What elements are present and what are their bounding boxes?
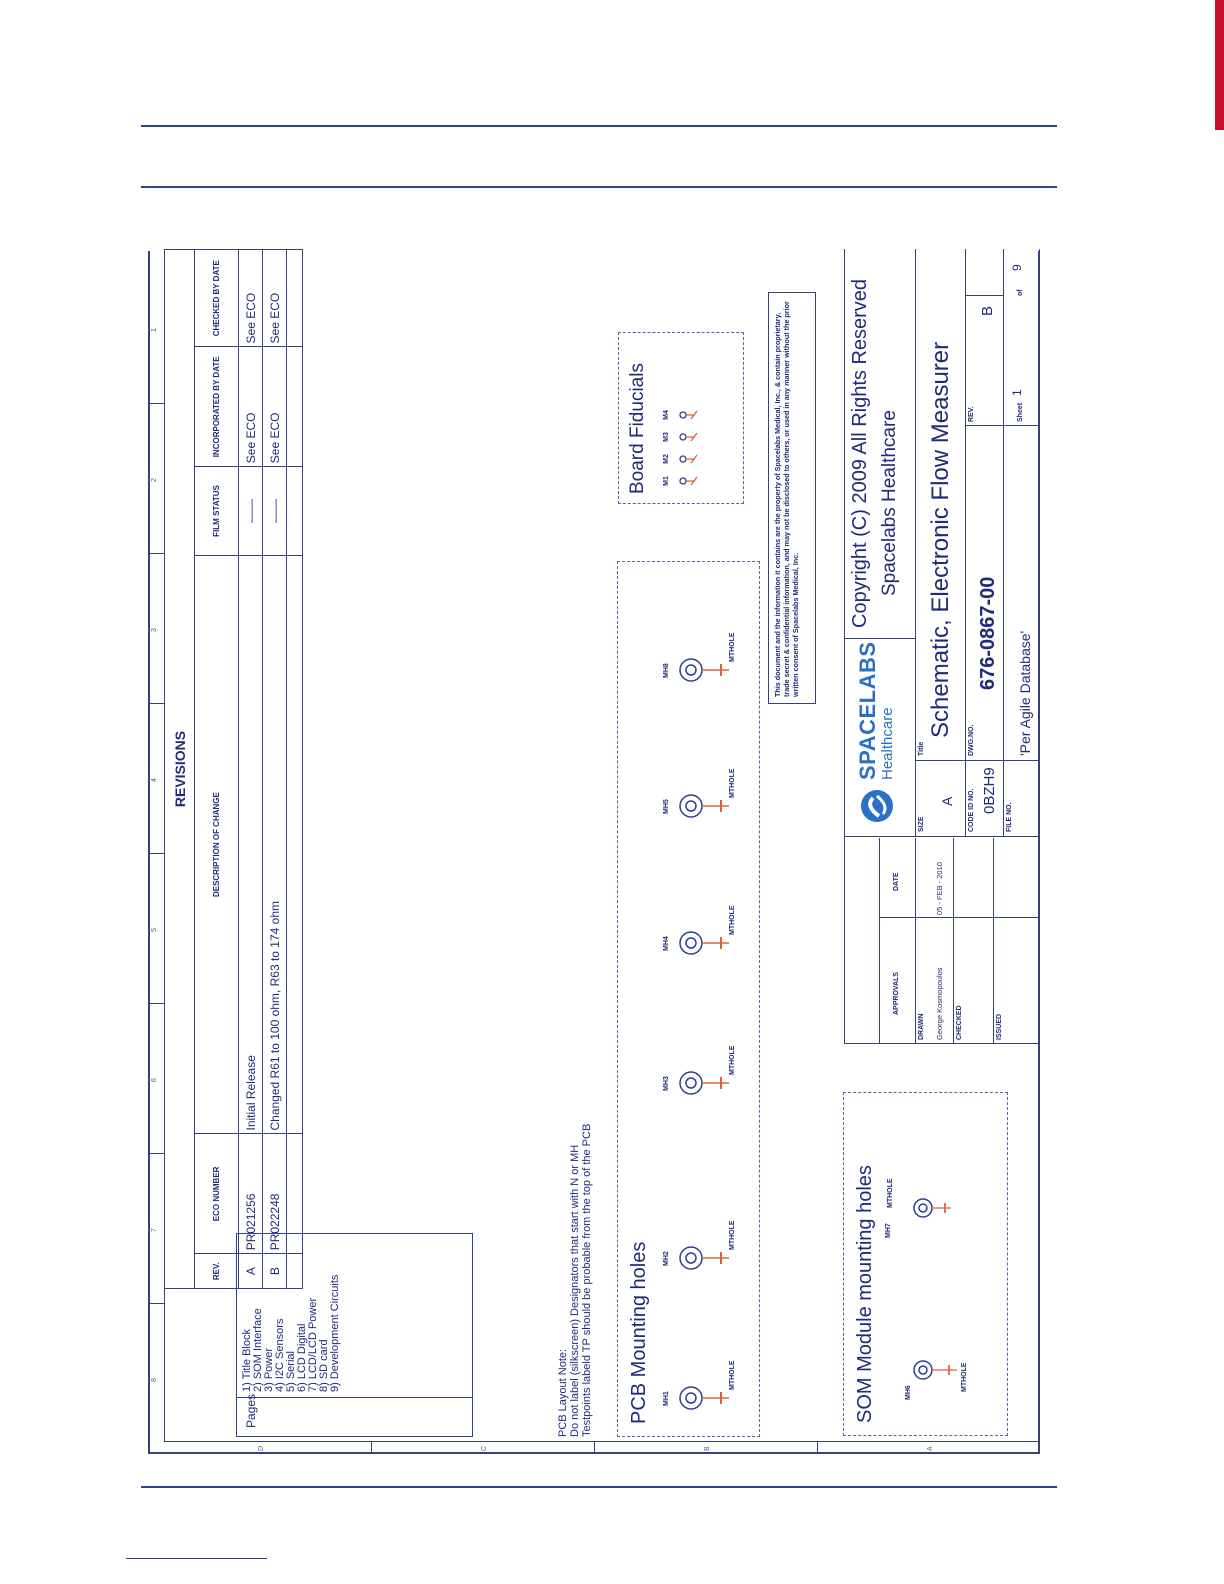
size-value: A [939, 796, 955, 806]
dwg-no-label: DWG.NO. [968, 724, 975, 756]
red-edge-marker [1215, 0, 1224, 130]
desc-header: DESCRIPTION OF CHANGE [195, 555, 239, 1134]
hole-label: MTHOLE [887, 1178, 894, 1208]
zone-label: 7 [151, 1228, 158, 1232]
pages-item: 8) SD card [318, 1339, 330, 1392]
incorp-cell: See ECO [239, 347, 263, 467]
logo-subtitle: Healthcare [879, 707, 896, 780]
issued-label: ISSUED [996, 1013, 1003, 1040]
size-label: SIZE [918, 816, 925, 832]
checked-header: CHECKED BY DATE [195, 250, 239, 347]
hole-ref: MH2 [663, 1251, 670, 1266]
pcb-mounting-holes-group [617, 561, 760, 1437]
mounting-hole-mh3 [663, 1037, 743, 1099]
board-fiducials-group [618, 332, 744, 504]
pages-item: 1) Title Block [241, 1329, 253, 1392]
schematic-sheet [148, 249, 1040, 1454]
sheet-label: Sheet [1017, 402, 1024, 422]
rev-cell: A [239, 1254, 263, 1289]
hole-label: MTHOLE [729, 632, 736, 662]
logo-wordmark: SPACELABS [855, 641, 880, 780]
file-no-label: FILE NO. [1006, 802, 1013, 832]
hole-label: MTHOLE [961, 1362, 968, 1392]
revisions-title: REVISIONS [165, 250, 195, 1289]
hole-label: MTHOLE [729, 1220, 736, 1250]
checked-cell: See ECO [263, 250, 287, 347]
film-header: FILM STATUS [195, 467, 239, 555]
company-name: Spacelabs Healthcare [879, 410, 900, 596]
mounting-hole-mh7 [885, 1178, 965, 1244]
zone-label: 1 [151, 328, 158, 332]
fiducial-ref: M4 [663, 410, 670, 420]
hole-ref: MH6 [905, 1385, 912, 1400]
revisions-table [164, 249, 303, 1289]
hole-ref: MH5 [663, 799, 670, 814]
zone-label: 4 [151, 778, 158, 782]
file-no-value: 'Per Agile Database' [1017, 630, 1033, 756]
note-line: PCB Layout Note: [557, 1348, 569, 1437]
hole-label: MTHOLE [729, 1360, 736, 1390]
incorp-cell: See ECO [263, 347, 287, 467]
pcb-layout-note [557, 1124, 593, 1437]
eco-cell: PR021256 [239, 1134, 263, 1254]
footnote-rule [126, 1558, 267, 1559]
header-rule-top [141, 125, 1057, 127]
hole-ref: MH7 [885, 1223, 892, 1238]
zone-label: 3 [151, 628, 158, 632]
pages-item: 6) LCD Digital [296, 1323, 308, 1392]
incorp-header: INCORPORATED BY DATE [195, 347, 239, 467]
hole-ref: MH4 [663, 936, 670, 951]
mounting-hole-mh8 [663, 624, 743, 686]
code-id-value: 0BZH9 [981, 767, 998, 814]
zone-label: 8 [151, 1378, 158, 1382]
rev-cell: B [263, 1254, 287, 1289]
fiducials-title: Board Fiducials [627, 363, 648, 494]
pages-item: 2) SOM Interface [252, 1308, 264, 1392]
drawn-by: George Kosmopoulos [935, 967, 944, 1040]
pages-title: Pages [244, 1393, 258, 1428]
mounting-hole-mh4 [663, 897, 743, 959]
dwg-no-value: 676-0867-00 [977, 576, 999, 690]
zone-label: 5 [151, 928, 158, 932]
zone-label: C [481, 1445, 488, 1451]
fiducial-icons [675, 391, 725, 491]
rev-label: REV. [968, 406, 975, 422]
checked-cell: See ECO [239, 250, 263, 347]
hole-ref: MH3 [663, 1076, 670, 1091]
rev-header: REV. [195, 1254, 239, 1289]
fiducial-ref: M1 [663, 476, 670, 486]
eco-header: ECO NUMBER [195, 1134, 239, 1254]
pages-item: 5) Serial [285, 1351, 297, 1392]
film-cell: —— [239, 467, 263, 555]
footer-rule [141, 1486, 1057, 1488]
desc-cell: Changed R61 to 100 ohm, R63 to 174 ohm [263, 555, 287, 1134]
rev-value: B [979, 305, 996, 316]
schematic-figure [148, 249, 1040, 1454]
title-block [844, 249, 1040, 1044]
approvals-label: APPROVALS [893, 971, 900, 1015]
pcb-holes-title: PCB Mounting holes [628, 1241, 650, 1424]
zone-label: D [258, 1445, 265, 1451]
title-label: Title [918, 741, 925, 756]
copyright-text: Copyright (C) 2009 All Rights Reserved [849, 278, 871, 628]
mounting-hole-mh2 [663, 1212, 743, 1274]
pages-item: 7) LCD/LCD Power [307, 1297, 319, 1392]
pages-item: 4) I2C Sensors [274, 1318, 286, 1392]
fiducials-row [663, 341, 733, 491]
desc-cell: Initial Release [239, 555, 263, 1134]
sheet-value: 1 [1010, 389, 1024, 396]
zone-label: 6 [151, 1078, 158, 1082]
zone-label: B [704, 1446, 711, 1451]
fiducial-ref: M2 [663, 454, 670, 464]
of-value: 9 [1010, 264, 1024, 271]
date-label: DATE [893, 872, 900, 891]
code-id-label: CODE ID NO. [968, 788, 975, 832]
mounting-hole-mh5 [663, 760, 743, 822]
hole-ref: MH8 [663, 663, 670, 678]
drawing-title: Schematic, Electronic Flow Measurer [927, 341, 954, 738]
of-label: of [1017, 289, 1024, 296]
checked-label: CHECKED [956, 1005, 963, 1040]
zone-label: 2 [151, 478, 158, 482]
note-line: Do not label (silkscreen) Designators that start with N or MH [569, 1144, 581, 1437]
title-block-main [844, 249, 1040, 836]
hole-label: MTHOLE [729, 768, 736, 798]
drawn-date: 05 - FEB - 2010 [935, 862, 944, 915]
pages-item: 9) Development Circuits [329, 1274, 341, 1392]
hole-ref: MH1 [663, 1391, 670, 1406]
spacelabs-logo-icon [857, 786, 897, 826]
mounting-hole-icon [905, 1344, 985, 1406]
mounting-hole-mh1 [663, 1352, 743, 1414]
table-row [263, 250, 287, 1289]
mounting-hole-icon [885, 1182, 965, 1244]
hole-label: MTHOLE [729, 1045, 736, 1075]
note-line: Testpoints labeld TP should be probable from the top of the PCB [581, 1123, 593, 1437]
hole-label: MTHOLE [729, 905, 736, 935]
pages-item: 3) Power [263, 1347, 275, 1392]
mounting-hole-mh6 [905, 1344, 985, 1406]
table-row [239, 250, 263, 1289]
header-rule-bottom [141, 186, 1057, 188]
film-cell: —— [263, 467, 287, 555]
pages-box [236, 1233, 473, 1437]
fiducial-ref: M3 [663, 432, 670, 442]
confidentiality-notice: This document and the information it contains are the property of Spacelabs Medical, Inc., & contain proprietary, trade secret & confidential information, and may not be disclosed to others, or used in any manner without the prior written consent of Spacelabs Medical, Inc. [768, 292, 816, 704]
approvals-table [844, 836, 1040, 1044]
som-holes-title: SOM Module mounting holes [854, 1165, 876, 1423]
zone-label: A [927, 1446, 934, 1451]
eco-cell: PR022248 [263, 1134, 287, 1254]
drawn-label: DRAWN [918, 1013, 925, 1040]
